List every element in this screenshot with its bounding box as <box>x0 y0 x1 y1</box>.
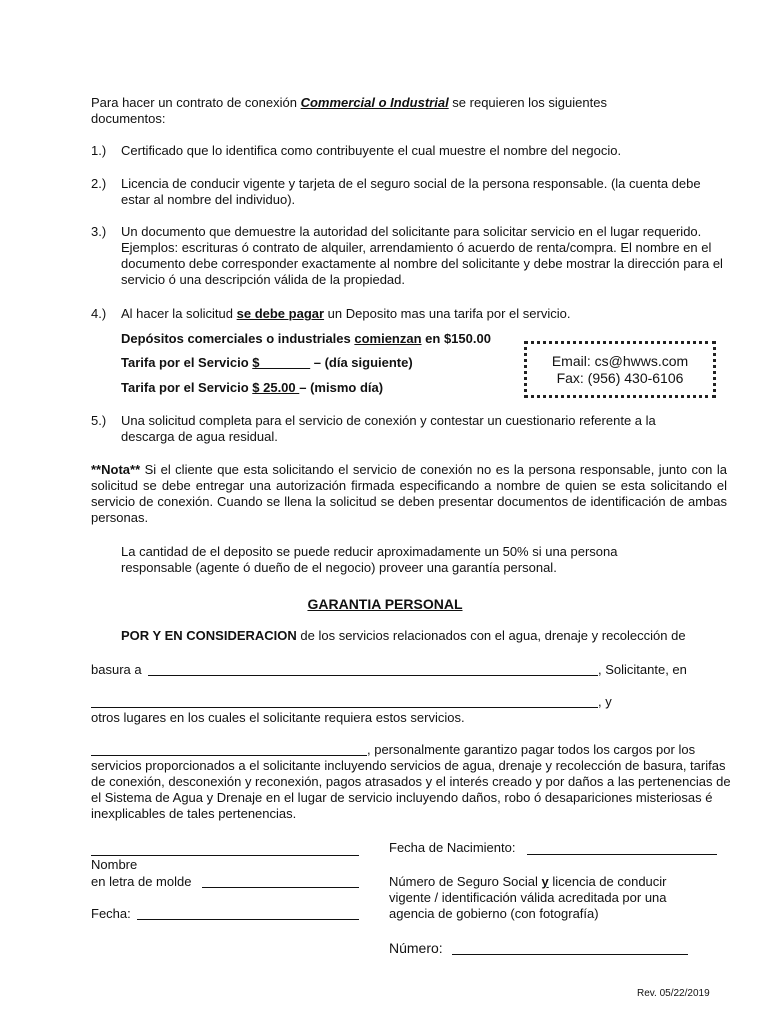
other-locations-text: otros lugares en los cuales el solicitante requiera estos servicios. <box>91 710 465 725</box>
date-label: Fecha: <box>91 906 131 921</box>
contact-email: Email: cs@hwws.com <box>551 353 689 369</box>
item-emphasis: se debe pagar <box>236 306 325 321</box>
intro-text-end: se requieren los siguientes documentos: <box>91 95 607 126</box>
item-text: Certificado que lo identifica como contribuyente el cual muestre el nombre del negocio. <box>121 143 622 158</box>
item-number: 4.) <box>91 306 107 321</box>
item-number: 5.) <box>91 413 107 428</box>
service-address-field[interactable] <box>91 707 598 708</box>
item-number: 2.) <box>91 176 107 191</box>
guarantor-name-field[interactable] <box>91 755 367 756</box>
item-text: Una solicitud completa para el servicio de conexión y contestar un cuestionario referente a la descarga de agua residual. <box>121 413 656 444</box>
basura-label: basura a <box>91 662 142 677</box>
id-number-field[interactable] <box>452 954 688 955</box>
item-number: 3.) <box>91 224 107 239</box>
requirement-1 <box>91 143 731 159</box>
requirement-4 <box>91 306 731 322</box>
item-text: Un documento que demuestre la autoridad del solicitante para solicitar servicio en el lugar requerido. Ejemplos: escrituras ó contrato de alquiler, arrendamiento ó acuerdo de renta/compra. El nombre en el documento debe corresponder exactamente al nombre del solicitante y debe mostrar la dirección para el servicio ó una descripción válida de la propiedad. <box>121 224 723 287</box>
number-label: Número: <box>389 940 443 956</box>
note-paragraph <box>91 462 727 526</box>
intro-paragraph <box>91 95 681 127</box>
service-fee-next-day: Tarifa por el Servicio $_______ – (día siguiente) <box>121 355 413 370</box>
note-label: **Nota** <box>91 462 141 477</box>
fee-value: $ 25.00 <box>252 380 300 395</box>
contact-fax: Fax: (956) 430-6106 <box>556 370 684 386</box>
note-text: Si el cliente que esta solicitando el servicio de conexión no es la persona responsable, junto con la solicitud se debe entregar una autorización firmada especificando a nombre de quien se esta solicitando el servicio de conexión. Cuando se llena la solicitud se deben presentar documentos de identificación de ambas personas. <box>91 462 727 525</box>
item-number: 1.) <box>91 143 107 158</box>
revision-date: Rev. 05/22/2019 <box>637 988 710 999</box>
date-field[interactable] <box>137 919 359 920</box>
requirement-2 <box>91 176 731 208</box>
birthdate-label: Fecha de Nacimiento: <box>389 840 516 855</box>
item-text: Licencia de conducir vigente y tarjeta de el seguro social de la persona responsable. (la cuenta debe estar al nombre del individuo). <box>121 176 701 207</box>
consideration-paragraph: POR Y EN CONSIDERACION de los servicios relacionados con el agua, drenaje y recolección de <box>121 628 686 643</box>
fee-value: $_______ <box>252 355 311 370</box>
ssn-label: Número de Seguro Social y licencia de conducir vigente / identificación válida acreditada por una agencia de gobierno (con fotografía) <box>389 874 667 921</box>
intro-text: Para hacer un contrato de conexión <box>91 95 301 110</box>
birthdate-field[interactable] <box>527 854 717 855</box>
contact-box <box>524 341 716 398</box>
deposit-reduction-paragraph: La cantidad de el deposito se puede reducir aproximadamente un 50% si una persona responsable (agente ó dueño de el negocio) proveer una garantía personal. <box>121 544 618 575</box>
name-label: Nombre <box>91 857 138 872</box>
print-name-label: en letra de molde <box>91 874 192 889</box>
print-name-field[interactable] <box>202 887 359 888</box>
y-label: , y <box>598 694 612 709</box>
applicant-name-field[interactable] <box>148 675 598 676</box>
item-text-end: un Deposito mas una tarifa por el servicio. <box>324 306 571 321</box>
item-text: Al hacer la solicitud <box>121 306 237 321</box>
requirement-5 <box>91 413 701 445</box>
deposit-line: Depósitos comerciales o industriales comienzan en $150.00 <box>121 331 491 346</box>
signature-field[interactable] <box>91 855 359 856</box>
guarantee-text-start: , personalmente garantizo pagar todos los cargos por los <box>367 742 696 757</box>
section-heading: GARANTIA PERSONAL <box>307 596 463 612</box>
service-fee-same-day: Tarifa por el Servicio $ 25.00 – (mismo día) <box>121 380 384 395</box>
deposit-emphasis: comienzan <box>354 331 422 346</box>
solicitante-label: , Solicitante, en <box>598 662 687 677</box>
guarantee-text: servicios proporcionados a el solicitante incluyendo servicios de agua, drenaje y recolección de basura, tarifas de conexión, desconexión y reconexión, pagos atrasados y el interés creado y por daños a las pertenencias de el Sistema de Agua y Drenaje en el lugar de servicio incluyendo daños, robo ó desapariciones misteriosas é inexplicables de tales pertenencias. <box>91 758 731 821</box>
intro-emphasis: Commercial o Industrial <box>300 95 449 110</box>
requirement-3 <box>91 224 731 288</box>
